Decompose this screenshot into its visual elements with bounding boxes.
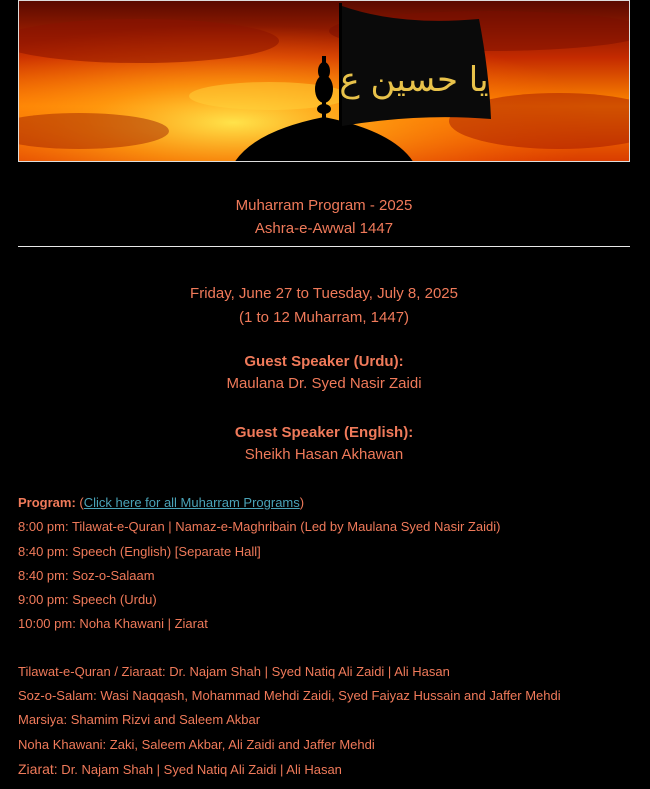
ziarat-names: Dr. Najam Shah | Syed Natiq Ali Zaidi | Ali Hasan <box>57 761 342 777</box>
program-item: 8:00 pm: Tilawat-e-Quran | Namaz-e-Maghribain (Led by Maulana Syed Nasir Zaidi) <box>18 519 501 535</box>
speaker-heading: Guest Speaker (English): <box>234 424 414 441</box>
program-header <box>18 494 630 518</box>
credit-noha: Noha Khawani: Zaki, Saleem Akbar, Ali Zaidi and Jaffer Mehdi <box>18 736 375 752</box>
speaker-urdu <box>18 351 630 395</box>
banner-artwork <box>19 1 630 162</box>
link-paren-close: ) <box>299 495 305 510</box>
divider <box>18 246 630 247</box>
page-subtitle: Ashra-e-Awwal 1447 <box>254 220 394 237</box>
speaker-english <box>18 422 630 466</box>
date-block <box>18 282 630 330</box>
program-section <box>18 494 630 640</box>
program-item: 10:00 pm: Noha Khawani | Ziarat <box>18 616 208 632</box>
program-item: 8:40 pm: Speech (English) [Separate Hall] <box>18 543 261 559</box>
credit-tilawat: Tilawat-e-Quran / Ziaraat: Dr. Najam Shah | Syed Natiq Ali Zaidi | Ali Hasan <box>18 664 450 679</box>
date-range: Friday, June 27 to Tuesday, July 8, 2025 <box>190 285 458 302</box>
link-paren-open: ( <box>75 495 84 510</box>
flag-calligraphy: يا حسين ع <box>339 60 489 100</box>
banner-image <box>18 0 630 162</box>
credit-ziarat <box>18 760 638 784</box>
ziarat-label: Ziarat: <box>18 760 58 777</box>
credit-soz: Soz-o-Salam: Wasi Naqqash, Mohammad Mehdi Zaidi, Syed Faiyaz Hussain and Jaffer Mehdi <box>18 688 561 704</box>
credits-section <box>18 663 638 784</box>
credit-marsiya: Marsiya: Shamim Rizvi and Saleem Akbar <box>18 712 261 728</box>
program-label: Program: <box>18 495 76 510</box>
speaker-name: Maulana Dr. Syed Nasir Zaidi <box>226 375 422 392</box>
all-programs-link[interactable]: Click here for all Muharram Programs <box>83 495 300 510</box>
speaker-heading: Guest Speaker (Urdu): <box>244 353 404 370</box>
speaker-name: Sheikh Hasan Akhawan <box>244 446 404 463</box>
page-title: Muharram Program - 2025 <box>235 197 413 214</box>
program-item: 8:40 pm: Soz-o-Salaam <box>18 567 155 583</box>
program-item: 9:00 pm: Speech (Urdu) <box>18 592 157 608</box>
page-header <box>18 194 630 240</box>
hijri-range: (1 to 12 Muharram, 1447) <box>238 309 410 326</box>
